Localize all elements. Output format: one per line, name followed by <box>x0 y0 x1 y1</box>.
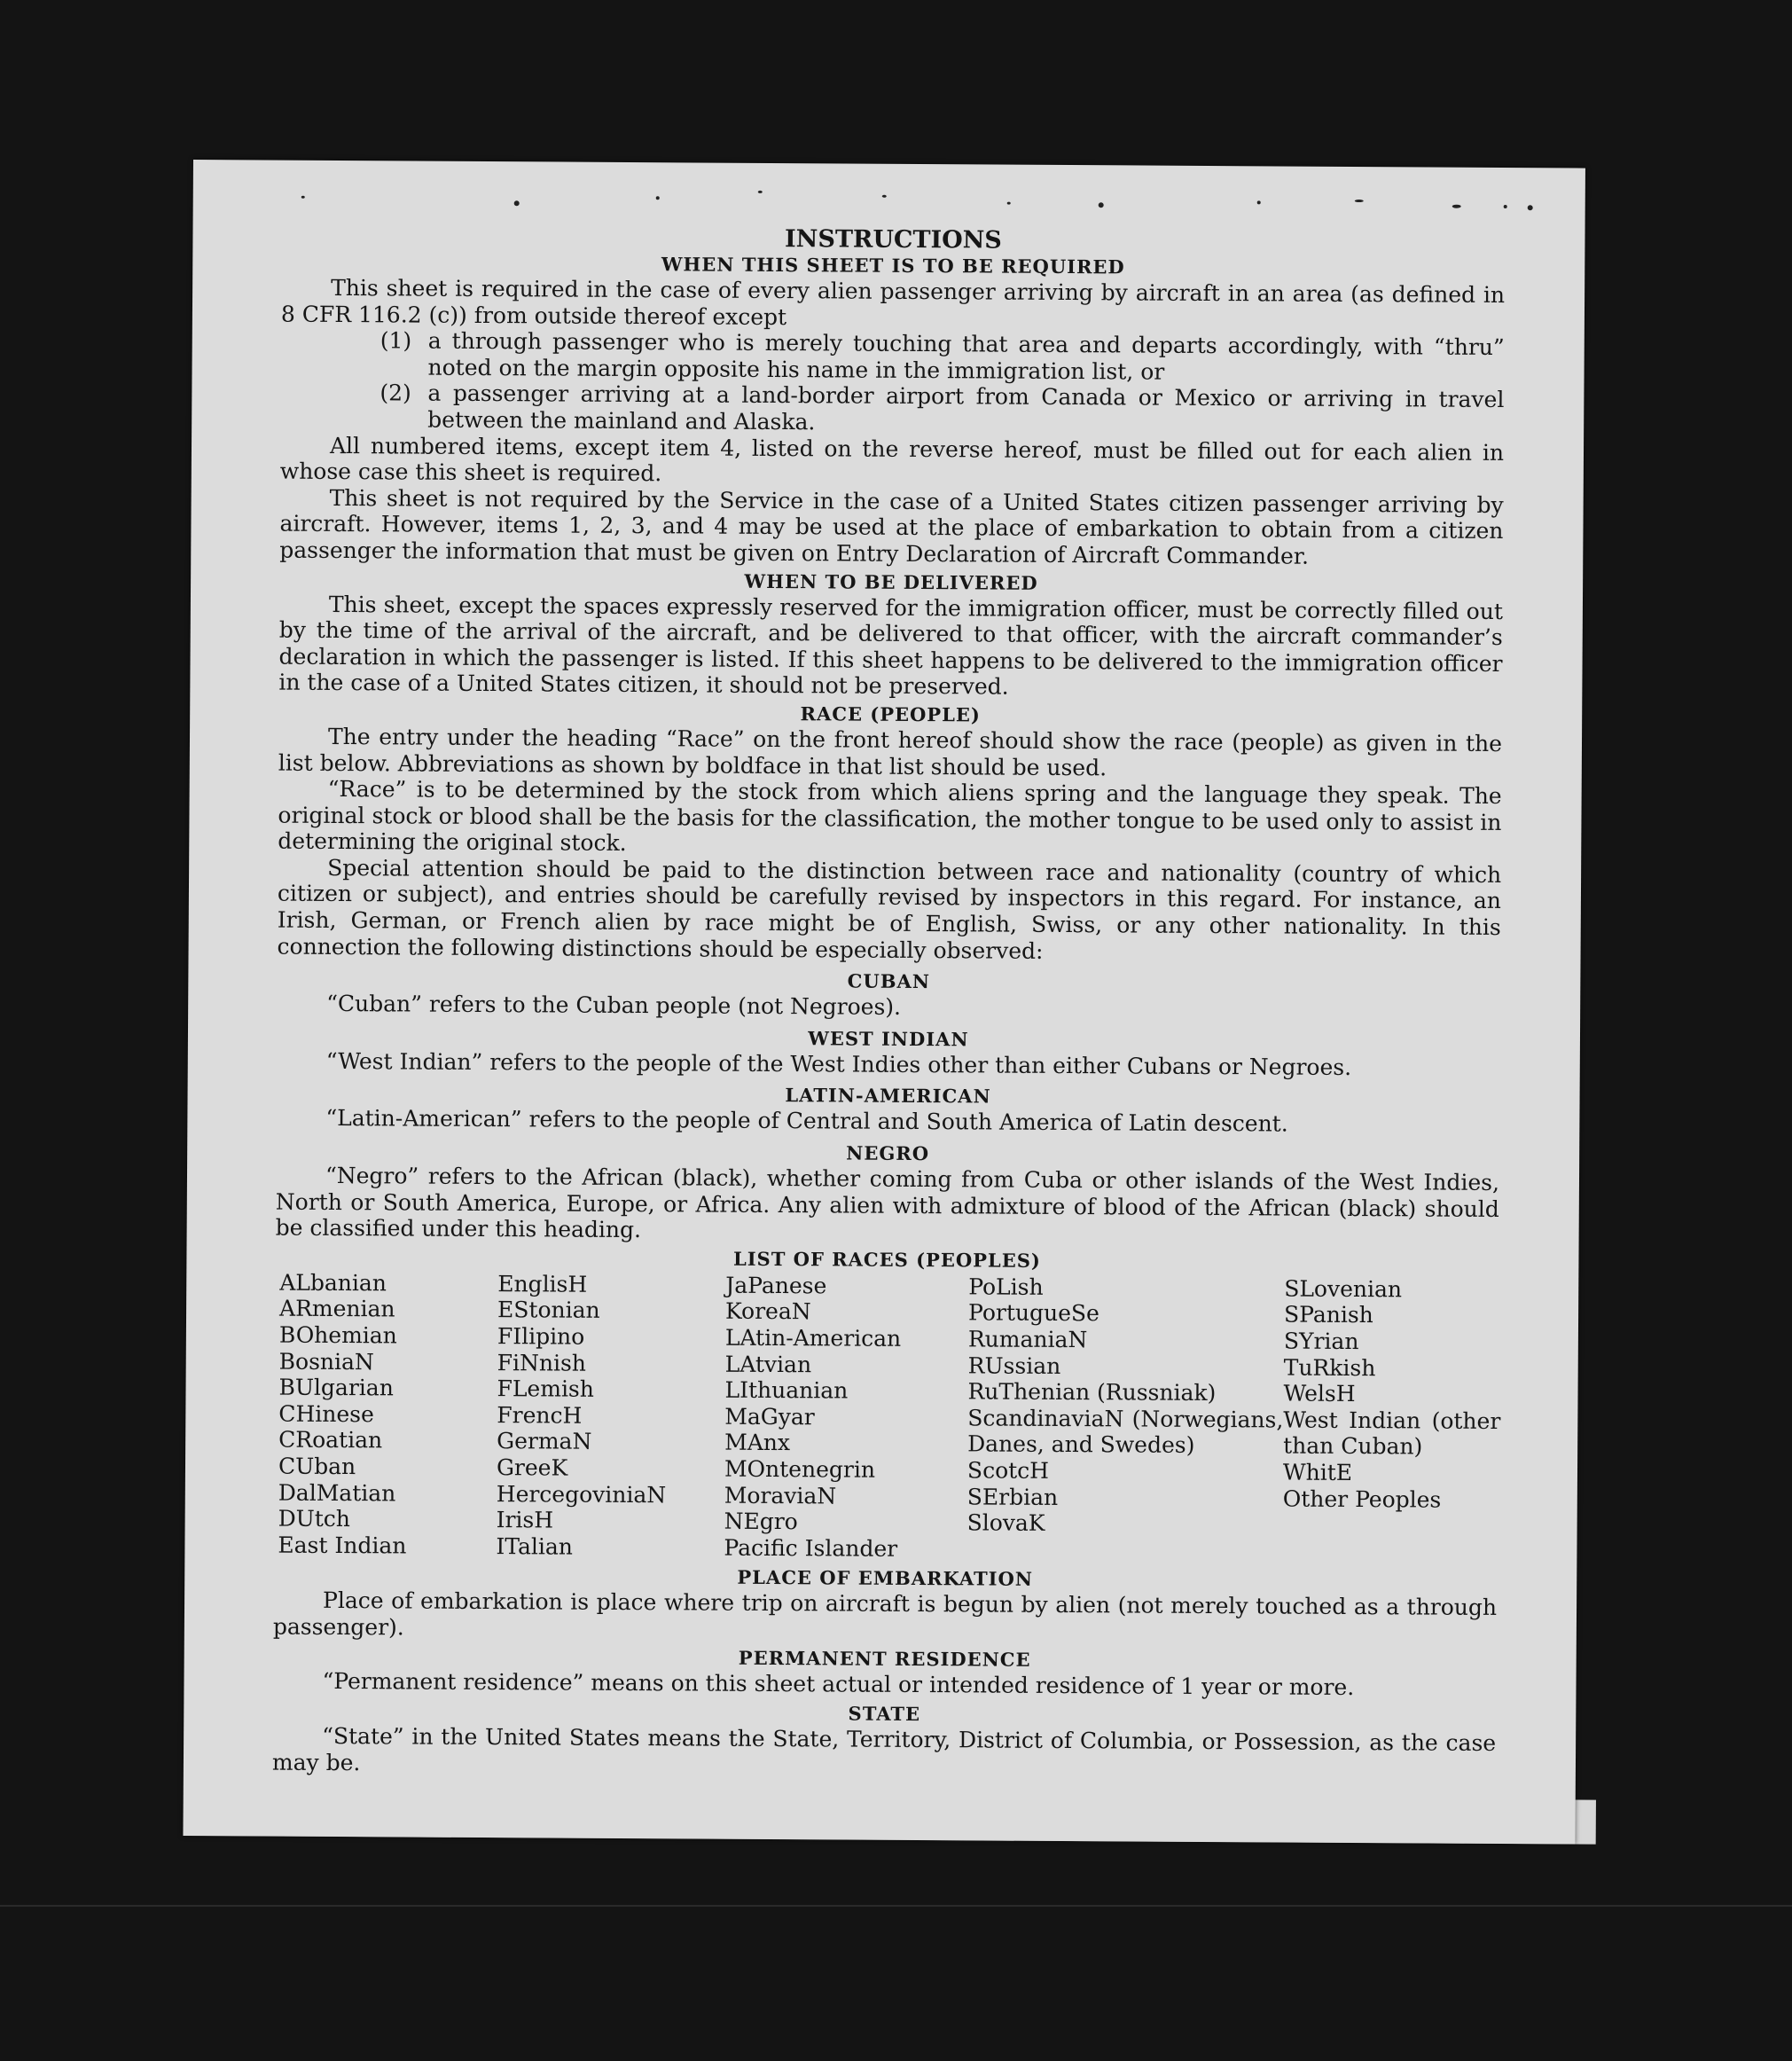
race-entry: MOntenegrin <box>724 1455 876 1483</box>
races-list <box>278 1269 1499 1565</box>
race-entry: BosniaN <box>278 1348 374 1375</box>
race-entry: FLemish <box>497 1375 595 1402</box>
race-entry: RUssian <box>967 1352 1061 1379</box>
item-text: a through passenger who is merely touching that area and departs accordingly, with “thru” noted on the margin opposite his name in the immigration list, or <box>427 327 1505 385</box>
race-entry: BOhemian <box>278 1321 397 1349</box>
race-entry: WelsH <box>1283 1380 1356 1407</box>
race-entry: SLovenian <box>1284 1275 1403 1303</box>
paragraph: The entry under the heading “Race” on the front hereof should show the race (people) as given in the list below. Abbreviations as shown by boldface in that list should be used. <box>278 723 1503 780</box>
race-entry: East Indian <box>278 1532 407 1559</box>
heading-when-required: WHEN THIS SHEET IS TO BE REQUIRED <box>661 253 1125 278</box>
race-entry: HercegoviniaN <box>496 1480 667 1508</box>
list-item <box>280 380 1504 440</box>
heading-embarkation: PLACE OF EMBARKATION <box>737 1566 1034 1591</box>
race-entry: ARmenian <box>278 1296 395 1322</box>
paragraph: “Negro” refers to the African (black), whether coming from Cuba or other islands of the West Indies, North or South America, Europe, or Africa. Any alien with admixture of blood of the African (black) should be classified under this heading. <box>275 1162 1500 1243</box>
paragraph: “Latin-American” refers to the people of Central and South America of Latin descent. <box>325 1105 1288 1137</box>
heading-negro: NEGRO <box>846 1141 930 1165</box>
heading-when-delivered: WHEN TO BE DELIVERED <box>744 569 1038 594</box>
races-column <box>966 1273 1284 1564</box>
race-entry: LAtin-American <box>724 1324 902 1352</box>
race-entry: SErbian <box>966 1483 1059 1510</box>
race-entry: NEgro <box>724 1508 798 1535</box>
race-entry: ScotcH <box>966 1457 1050 1484</box>
race-entry: ITalian <box>496 1532 574 1560</box>
heading-state: STATE <box>848 1702 921 1726</box>
race-entry: CRoatian <box>278 1426 383 1454</box>
heading-west-indian: WEST INDIAN <box>808 1027 969 1051</box>
races-column <box>724 1273 968 1563</box>
race-entry: JaPanese <box>725 1272 827 1299</box>
race-entry: MAnx <box>724 1430 791 1456</box>
heading-latin-american: LATIN-AMERICAN <box>785 1084 991 1108</box>
item-number: (2) <box>380 380 411 406</box>
race-entry: FiNnish <box>497 1349 587 1376</box>
race-entry: ALbanian <box>279 1269 387 1297</box>
page-title: INSTRUCTIONS <box>784 225 1002 255</box>
paragraph: Special attention should be paid to the distinction between race and nationality (country of which citizen or subject), and entries should be carefully revised by inspectors in this regard. For instance, an Irish, German, or French alien by race might be of English, Swiss, or any other nationality. In this connection the following distinctions should be especially observed: <box>277 854 1502 964</box>
race-entry: KoreaN <box>724 1298 811 1325</box>
bleed-through-marks <box>193 160 1585 231</box>
heading-races-list: LIST OF RACES (PEOPLES) <box>732 1247 1041 1272</box>
heading-race: RACE (PEOPLE) <box>800 702 981 726</box>
race-entry: LAtvian <box>724 1351 812 1377</box>
paragraph: Place of embarkation is place where trip on aircraft is begun by alien (not merely touched as a through passenger). <box>272 1587 1498 1641</box>
races-column <box>496 1271 725 1561</box>
instructions-content <box>272 223 1506 1783</box>
race-entry: CUban <box>278 1453 356 1480</box>
race-entry: LIthuanian <box>724 1376 849 1404</box>
paragraph: This sheet, except the spaces expressly reserved for the immigration officer, must be correctly filled out by the time of the arrival of the aircraft, and be delivered to that officer, with the aircraft commander’s declaration in which the passenger is listed. If this sheet happens to be delivered to the immigration officer in the case of a United States citizen, it should not be preserved. <box>278 591 1504 700</box>
race-entry: Other Peoples <box>1282 1485 1442 1513</box>
race-entry: PortugueSe <box>967 1299 1099 1327</box>
race-entry: DUtch <box>278 1505 350 1532</box>
paragraph: “Cuban” refers to the Cuban people (not Negroes). <box>326 991 902 1021</box>
paragraph: “Race” is to be determined by the stock from which aliens spring and the language they speak. The original stock or blood shall be the basis for the classification, the mother tongue to be used only to assist in determining the original stock. <box>278 776 1502 857</box>
race-entry: SPanish <box>1283 1301 1373 1328</box>
race-entry: MoraviaN <box>724 1482 837 1509</box>
race-entry: Pacific Islander <box>724 1534 898 1562</box>
race-entry: West Indian (other than Cuban) <box>1283 1407 1501 1460</box>
race-entry: MaGyar <box>724 1403 815 1430</box>
race-entry: FrencH <box>497 1401 583 1429</box>
scanner-edge <box>0 1905 1792 1907</box>
race-entry: IrisH <box>496 1507 554 1533</box>
race-entry: WhitE <box>1282 1459 1353 1485</box>
race-entry: GreeK <box>496 1454 568 1481</box>
item-number: (1) <box>380 327 412 354</box>
race-entry: CHinese <box>278 1400 374 1428</box>
paragraph: This sheet is not required by the Service in the case of a United States citizen passenger arriving by aircraft. However, items 1, 2, 3, and 4 may be used at the place of embarkation to obtain from a citizen passenger the information that must be given on Entry Declaration of Aircraft Commander. <box>279 484 1504 569</box>
races-column <box>278 1269 497 1559</box>
race-entry: SlovaK <box>966 1509 1045 1537</box>
paragraph: “West Indian” refers to the people of the West Indies other than either Cubans or Negroes. <box>325 1047 1352 1080</box>
race-entry: TuRkish <box>1283 1354 1376 1381</box>
race-entry: DalMatian <box>278 1479 396 1506</box>
heading-residence: PERMANENT RESIDENCE <box>738 1646 1031 1671</box>
paragraph: “Permanent residence” means on this sheet actual or intended residence of 1 year or more. <box>322 1667 1355 1700</box>
race-entry: RuThenian (Russniak) <box>967 1378 1217 1407</box>
paragraph: “State” in the United States means the State, Territory, District of Columbia, or Possession, as the case may be. <box>271 1723 1497 1775</box>
paragraph: All numbered items, except item 4, listed on the reverse hereof, must be filled out for each alien in whose case this sheet is required. <box>279 432 1505 487</box>
race-entry: PoLish <box>968 1273 1044 1300</box>
heading-cuban: CUBAN <box>847 969 931 993</box>
race-entry: ScandinaviaN (Norwegians, Danes, and Swedes) <box>967 1405 1284 1459</box>
race-entry: BUlgarian <box>278 1374 394 1401</box>
list-item <box>280 327 1504 388</box>
race-entry: SYrian <box>1283 1328 1359 1355</box>
race-entry: RumaniaN <box>967 1326 1088 1353</box>
race-entry: GermaN <box>497 1428 592 1455</box>
races-column <box>1282 1275 1501 1565</box>
paragraph: This sheet is required in the case of every alien passenger arriving by aircraft in an area (as defined in 8 CFR 116.2 (c)) from outside thereof except <box>280 274 1506 330</box>
race-entry: EnglisH <box>497 1270 588 1297</box>
race-entry: FIlipino <box>497 1323 585 1350</box>
race-entry: EStonian <box>497 1297 600 1324</box>
item-text: a passenger arriving at a land-border airport from Canada or Mexico or arriving in travel between the mainland and Alaska. <box>427 380 1505 435</box>
document-sheet <box>183 160 1585 1845</box>
